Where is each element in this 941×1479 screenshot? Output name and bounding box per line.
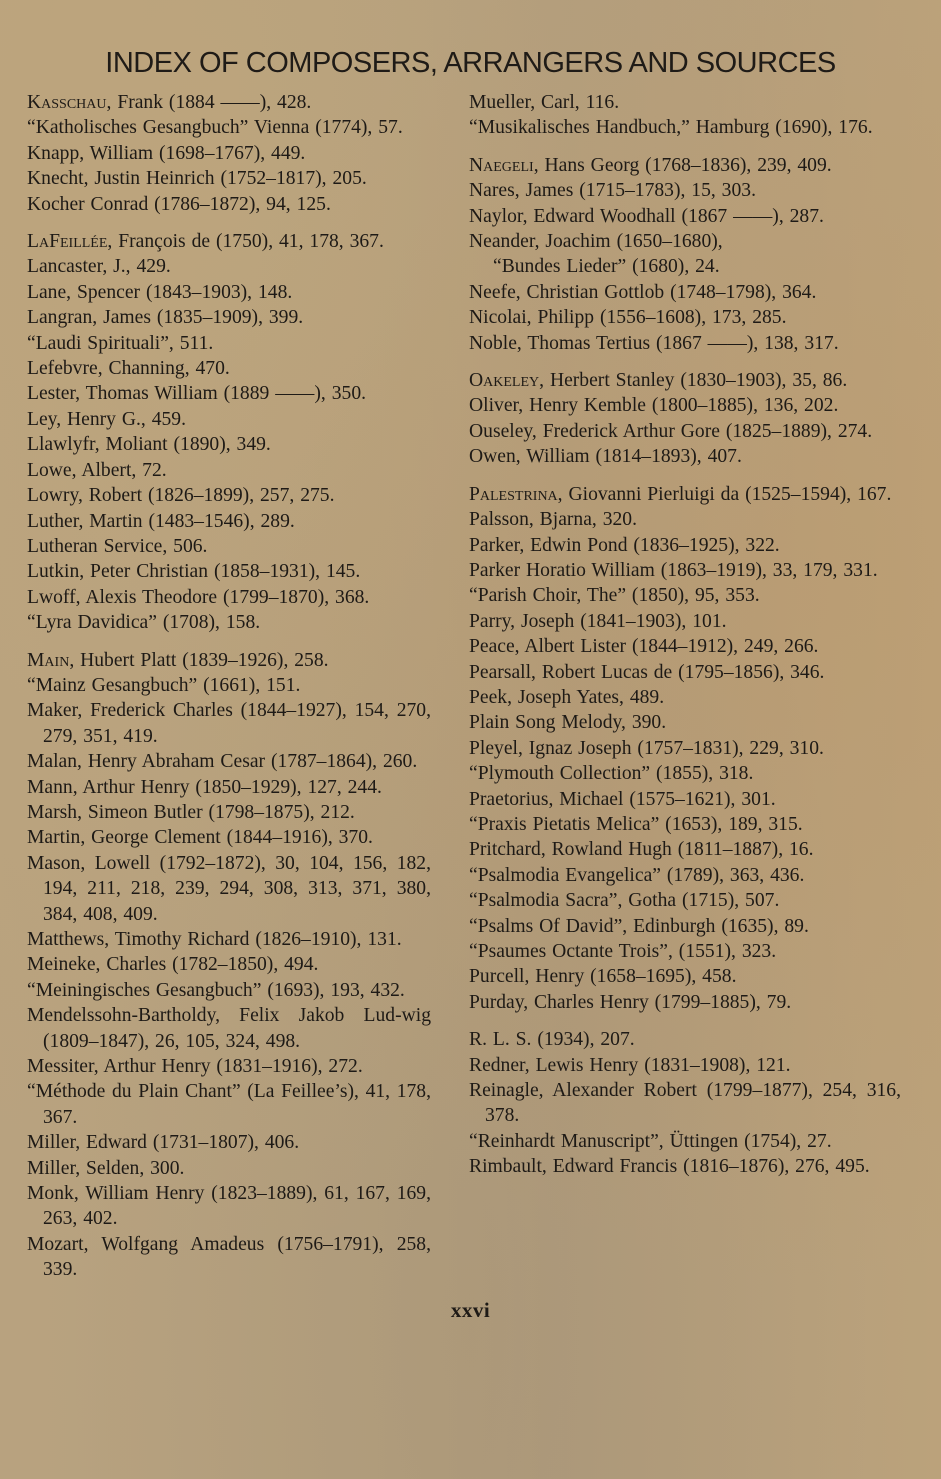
index-entry: Ouseley, Frederick Arthur Gore (1825–1889), 274. <box>469 420 873 442</box>
entry-text: , Frank (1884 ——), 428. <box>106 92 312 113</box>
index-entry: Messiter, Arthur Henry (1831–1916), 272. <box>27 1056 363 1078</box>
index-entry: Miller, Edward (1731–1807), 406. <box>27 1132 300 1154</box>
entry-text: , Hubert Platt (1839–1926), 258. <box>69 649 329 671</box>
index-entry: Pritchard, Rowland Hugh (1811–1887), 16. <box>469 839 814 861</box>
index-entry: Oliver, Henry Kemble (1800–1885), 136, 202. <box>469 395 839 417</box>
index-entry: Mason, Lowell (1792–1872), 30, 104, 156, 182, 194, 211, 218, 239, 294, 308, 313, 371, 380, 384, 408, 409. <box>27 852 431 925</box>
index-entry: Nicolai, Philipp (1556–1608), 173, 285. <box>469 307 787 329</box>
index-entry: Peek, Joseph Yates, 489. <box>469 686 665 708</box>
index-entry: Parker Horatio William (1863–1919), 33, 179, 331. <box>469 559 878 581</box>
index-entry: Kocher Conrad (1786–1872), 94, 125. <box>27 193 331 215</box>
index-entry: Knecht, Justin Heinrich (1752–1817), 205. <box>27 168 367 190</box>
index-entry: Lutheran Service, 506. <box>27 535 208 557</box>
index-entry: “Laudi Spirituali”, 511. <box>27 332 214 354</box>
index-entry: Maker, Frederick Charles (1844–1927), 154, 270, 279, 351, 419. <box>27 700 431 747</box>
index-entry <box>27 90 431 115</box>
index-entry: Parker, Edwin Pond (1836–1925), 322. <box>469 534 780 556</box>
index-entry: Purday, Charles Henry (1799–1885), 79. <box>469 991 792 1013</box>
index-entry: Matthews, Timothy Richard (1826–1910), 131. <box>27 929 402 950</box>
entry-text: , Hans Georg (1768–1836), 239, 409. <box>533 154 832 176</box>
index-entry: “Plymouth Collection” (1855), 318. <box>469 763 754 785</box>
index-entry: “Méthode du Plain Chant” (La Feillee’s), 41, 178, 367. <box>27 1081 431 1128</box>
index-entry <box>469 482 901 507</box>
index-entry <box>27 229 431 254</box>
index-entry: Lefebvre, Channing, 470. <box>27 358 230 380</box>
index-entry: Malan, Henry Abraham Cesar (1787–1864), 260. <box>27 751 418 773</box>
index-entry: Marsh, Simeon Butler (1798–1875), 212. <box>27 801 355 823</box>
index-entry: “Mainz Gesangbuch” (1661), 151. <box>27 674 301 696</box>
index-entry: “Parish Choir, The” (1850), 95, 353. <box>469 585 760 607</box>
index-column-right <box>469 90 901 1180</box>
index-entry: “Psalms Of David”, Edinburgh (1635), 89. <box>469 915 809 937</box>
index-entry: Peace, Albert Lister (1844–1912), 249, 266. <box>469 636 819 658</box>
index-entry: Mueller, Carl, 116. <box>469 92 620 113</box>
index-entry <box>469 153 901 178</box>
index-entry: “Psalmodia Sacra”, Gotha (1715), 507. <box>469 890 780 912</box>
entry-text: , Giovanni Pierluigi da (1525–1594), 167. <box>557 483 892 505</box>
entry-head: Naegeli <box>469 154 534 176</box>
entry-text: , Herbert Stanley (1830–1903), 35, 86. <box>539 370 848 392</box>
index-entry: “Psalmodia Evangelica” (1789), 363, 436. <box>469 864 805 886</box>
index-entry: Nares, James (1715–1783), 15, 303. <box>469 180 756 202</box>
index-entry: “Lyra Davidica” (1708), 158. <box>27 612 261 634</box>
index-entry: Mozart, Wolfgang Amadeus (1756–1791), 258, 339. <box>27 1233 431 1281</box>
index-column-left <box>27 90 431 1283</box>
index-entry: Lutkin, Peter Christian (1858–1931), 145. <box>27 561 361 583</box>
index-entry: Neefe, Christian Gottlob (1748–1798), 364. <box>469 281 817 303</box>
index-entry: “Praxis Pietatis Melica” (1653), 189, 315. <box>469 813 803 835</box>
index-entry: Lowry, Robert (1826–1899), 257, 275. <box>27 485 335 507</box>
index-entry: Rimbault, Edward Francis (1816–1876), 276, 495. <box>469 1156 870 1178</box>
index-entry: Lancaster, J., 429. <box>27 256 171 278</box>
index-entry: Reinagle, Alexander Robert (1799–1877), 254, 316, 378. <box>469 1080 901 1127</box>
entry-text: , François de (1750), 41, 178, 367. <box>107 231 384 253</box>
index-entry: “Reinhardt Manuscript”, Üttingen (1754), 27. <box>469 1130 832 1152</box>
index-entry: “Musikalisches Handbuch,” Hamburg (1690), 176. <box>469 117 873 139</box>
index-entry: Lane, Spencer (1843–1903), 148. <box>27 281 293 303</box>
index-entry: Monk, William Henry (1823–1889), 61, 167, 169, 263, 402. <box>27 1183 431 1230</box>
entry-head: Main <box>27 649 70 671</box>
index-entry <box>27 648 431 673</box>
index-entry: Palsson, Bjarna, 320. <box>469 509 637 531</box>
entry-head: Kasschau <box>27 92 107 113</box>
index-entry: Meineke, Charles (1782–1850), 494. <box>27 954 319 976</box>
index-entry: Ley, Henry G., 459. <box>27 408 186 430</box>
index-entry: “Psaumes Octante Trois”, (1551), 323. <box>469 941 777 962</box>
index-entry: Plain Song Melody, 390. <box>469 712 667 734</box>
index-entry: “Katholisches Gesangbuch” Vienna (1774), 57. <box>27 117 403 139</box>
index-entry: Martin, George Clement (1844–1916), 370. <box>27 827 373 849</box>
index-entry: Parry, Joseph (1841–1903), 101. <box>469 610 727 632</box>
entry-head: Palestrina <box>469 483 558 505</box>
index-entry: Lowe, Albert, 72. <box>27 459 167 481</box>
index-entry: Luther, Martin (1483–1546), 289. <box>27 510 295 532</box>
index-entry: Lwoff, Alexis Theodore (1799–1870), 368. <box>27 586 370 608</box>
index-entry: Owen, William (1814–1893), 407. <box>469 446 742 468</box>
entry-head: Oakeley <box>469 370 540 392</box>
index-entry: Praetorius, Michael (1575–1621), 301. <box>469 788 776 810</box>
page-number: xxvi <box>450 1297 491 1322</box>
index-entry: Mann, Arthur Henry (1850–1929), 127, 244. <box>27 776 382 798</box>
page-title: INDEX OF COMPOSERS, ARRANGERS AND SOURCES <box>105 47 836 79</box>
index-entry: Knapp, William (1698–1767), 449. <box>27 142 306 164</box>
index-entry: Neander, Joachim (1650–1680), <box>469 231 723 253</box>
index-entry: Lester, Thomas William (1889 ——), 350. <box>27 383 367 405</box>
index-entry: Mendelssohn-Bartholdy, Felix Jakob Lud-wig (1809–1847), 26, 105, 324, 498. <box>27 1005 431 1052</box>
index-entry: Miller, Selden, 300. <box>27 1157 185 1179</box>
index-entry: Langran, James (1835–1909), 399. <box>27 307 304 329</box>
index-entry: Naylor, Edward Woodhall (1867 ——), 287. <box>469 205 824 227</box>
index-entry <box>469 368 901 393</box>
index-entry: Llawlyfr, Moliant (1890), 349. <box>27 434 271 456</box>
index-entry: Purcell, Henry (1658–1695), 458. <box>469 966 737 988</box>
index-entry: Pleyel, Ignaz Joseph (1757–1831), 229, 310. <box>469 737 824 759</box>
index-entry: Redner, Lewis Henry (1831–1908), 121. <box>469 1054 791 1076</box>
index-entry: “Meiningisches Gesangbuch” (1693), 193, 432. <box>27 979 405 1001</box>
index-entry: Pearsall, Robert Lucas de (1795–1856), 346. <box>469 661 825 683</box>
index-entry: Noble, Thomas Tertius (1867 ——), 138, 317. <box>469 332 839 354</box>
index-columns <box>0 80 941 1283</box>
index-entry-subline: “Bundes Lieder” (1680), 24. <box>493 256 720 278</box>
entry-head: LaFeillée <box>27 231 108 253</box>
index-entry: R. L. S. (1934), 207. <box>469 1029 635 1051</box>
